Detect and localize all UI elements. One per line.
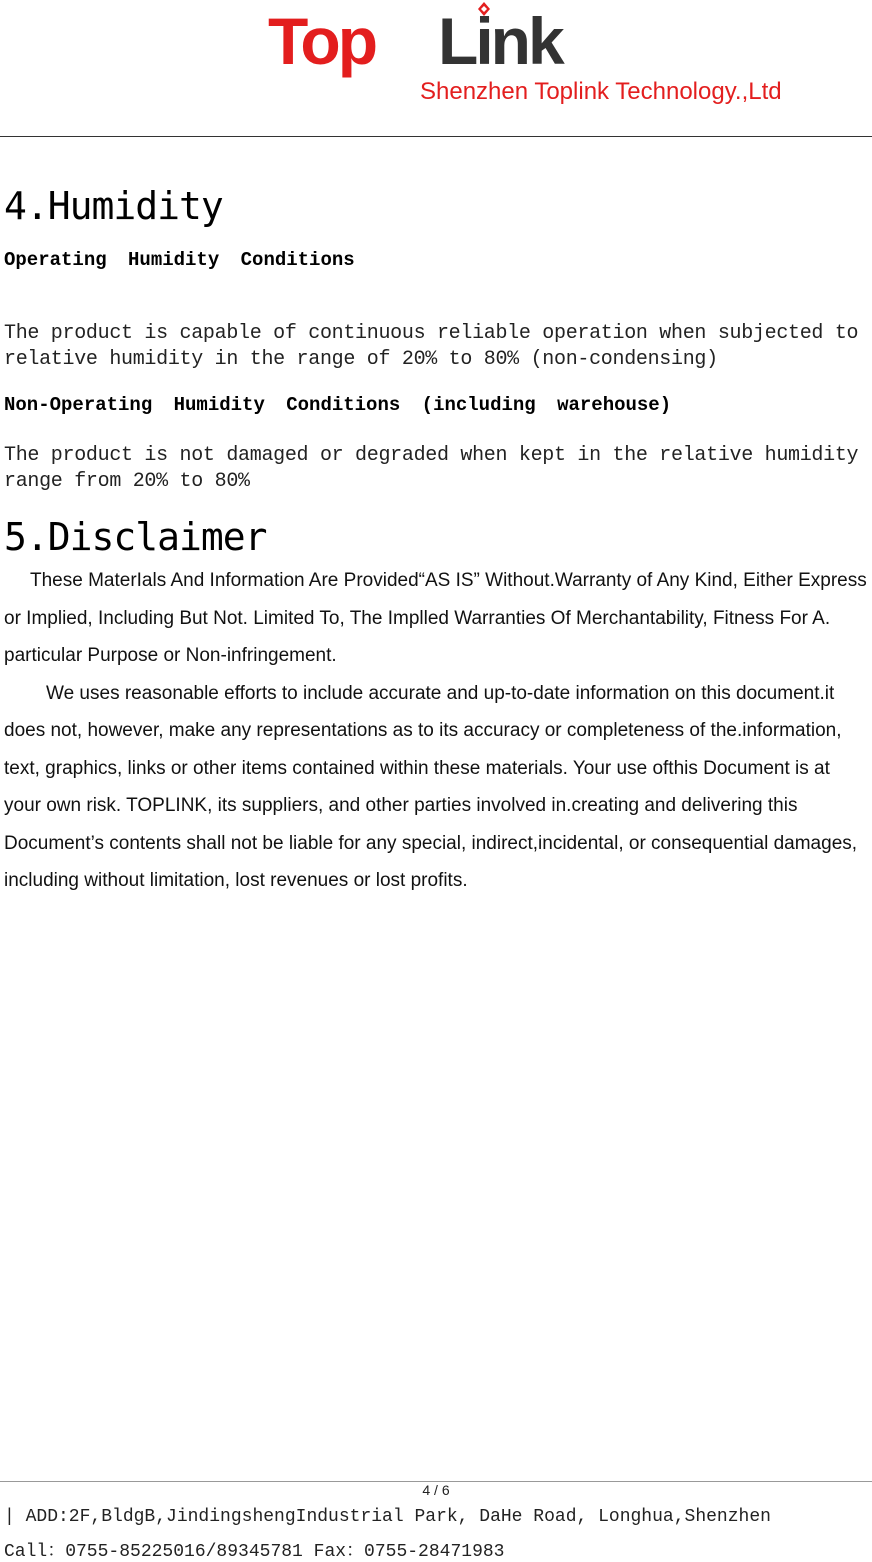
logo-link-text: Link [438, 4, 562, 78]
operating-humidity-heading: Operating Humidity Conditions [4, 249, 355, 271]
header-divider [0, 136, 872, 137]
section-5-title: 5.Disclaimer [4, 515, 267, 559]
disclaimer-body [4, 562, 870, 900]
page-number: 4 / 6 [422, 1482, 450, 1498]
section-4-title: 4.Humidity [4, 184, 223, 228]
toplink-logo [268, 0, 608, 80]
logo-top-text: Top [268, 4, 376, 78]
page-header [0, 0, 872, 138]
non-operating-humidity-text: The product is not damaged or degraded when kept in the relative humidity range from 20% to 80% [4, 444, 870, 493]
disclaimer-paragraph-2: We uses reasonable efforts to include accurate and up-to-date information on this document.it does not, however, make any representations as to its accuracy or completeness of the.information, text, graphics, links or other items contained within these materials. Your use ofthis Document is at your own risk. TOPLINK, its suppliers, and other parties involved in.creating and delivering this Document’s contents shall not be liable for any special, indirect,incidental, or consequential damages, including without limitation, lost revenues or lost profits. [4, 682, 858, 891]
disclaimer-paragraph-1: These MaterIals And Information Are Provided“AS IS” Without.Warranty of Any Kind, Either Express or Implied, Including But Not. Limited To, The Implled Warranties Of Merchantability, Fitness For A. particular Purpose or Non-infringement. [4, 570, 867, 666]
company-name: Shenzhen Toplink Technology.,Ltd [420, 78, 782, 105]
operating-humidity-text: The product is capable of continuous reliable operation when subjected to relative humidity in the range of 20% to 80% (non-condensing) [4, 322, 870, 371]
non-operating-humidity-heading: Non-Operating Humidity Conditions (including warehouse) [4, 394, 672, 416]
footer-address: | ADD:2F,BldgB,JindingshengIndustrial Park, DaHe Road, Longhua,Shenzhen [4, 1507, 771, 1527]
footer-contact: Call：0755-85225016/89345781 Fax：0755-28471983 [4, 1542, 505, 1562]
